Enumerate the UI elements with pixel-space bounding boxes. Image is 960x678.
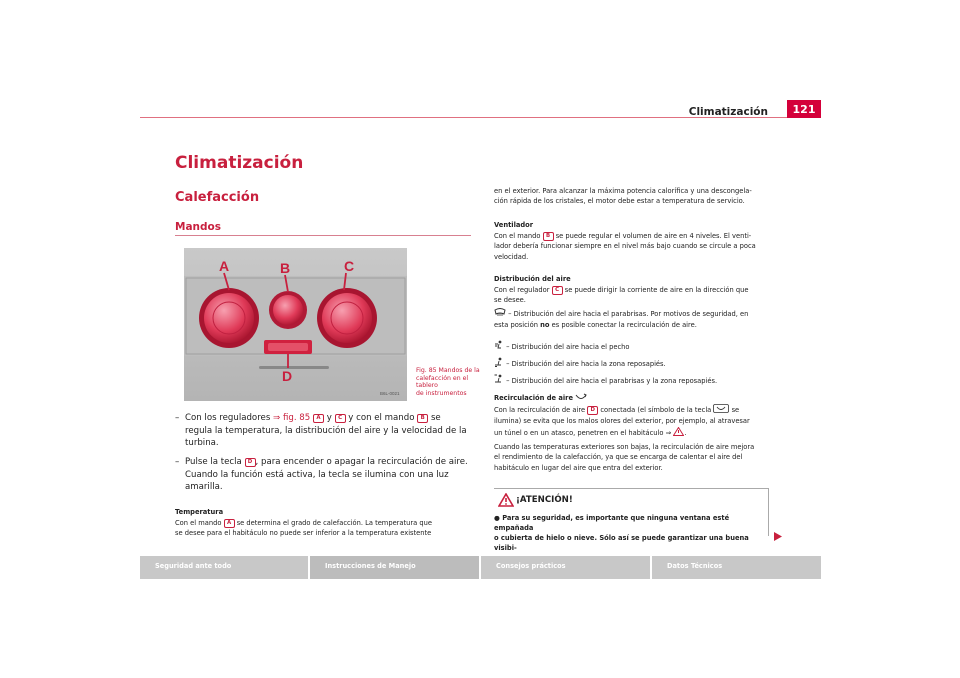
windshield-airflow-icon xyxy=(494,308,506,320)
heating-intro-text: en el exterior. Para alcanzar la máxima potencia calorífica y una descongela- ción rápida de los cristales, el motor debe estar a temperatura de servicio. xyxy=(494,187,752,206)
windshield-footwell-airflow-icon xyxy=(494,374,504,387)
knob-b xyxy=(273,295,303,325)
figure-label-b: B xyxy=(280,260,291,276)
instruction-item-recirculation: – Pulse la tecla D , para encender o apagar la recirculación de aire. Cuando la función está activa, la tecla se ilumina con una luz amarilla. xyxy=(175,457,468,492)
distribucion-footwell: – Distribución del aire hacia la zona reposapiés. xyxy=(494,357,774,370)
subsection-title: Mandos xyxy=(175,221,221,233)
recirculacion-text: Con la recirculación de aire D conectada (el símbolo de la tecla se ilumina) se evita que los malos olores del exterior, por ejemplo, al atravesar un túnel o en un atasco, penetren en el habitáculo ⇒ . xyxy=(494,404,774,439)
footer-tab-datos[interactable]: Datos Técnicos xyxy=(652,556,821,579)
warning-icon xyxy=(498,492,514,511)
instruction-item-controls: – Con los reguladores ⇒ fig. 85 A y C y con el mando B se regula la temperatura, la distribución del aire y la velocidad de la turbina. xyxy=(175,413,467,448)
distribucion-windshield-footwell: – Distribución del aire hacia el parabrisas y la zona reposapiés. xyxy=(494,374,774,387)
chapter-title: Climatización xyxy=(175,153,304,173)
knob-c xyxy=(322,293,372,343)
knob-a xyxy=(204,293,254,343)
distribucion-heading: Distribución del aire xyxy=(494,275,571,283)
figure-caption: Fig. 85 Mandos de la calefacción en el tablero de instrumentos xyxy=(416,367,480,397)
page-number-badge: 121 xyxy=(787,100,821,118)
temperatura-heading: Temperatura xyxy=(175,508,224,516)
warning-triangle-icon xyxy=(673,427,684,439)
ventilador-heading: Ventilador xyxy=(494,221,534,229)
recirculacion-cold-text: Cuando las temperaturas exteriores son bajas, la recirculación de aire mejora el rendimiento de la calefacción, ya que se encarga de calentar el aire del habitáculo en lugar del aire que entra del exterior. xyxy=(494,443,755,472)
temperatura-text: Con el mando A se determina el grado de calefacción. La temperatura que se desee para el habitáculo no puede ser inferior a la temperatura existente xyxy=(175,519,432,538)
footwell-airflow-icon xyxy=(494,357,504,370)
warning-title: ¡ATENCIÓN! xyxy=(516,495,573,505)
recirculation-icon xyxy=(575,393,587,404)
warning-bullet: ● xyxy=(494,514,500,522)
footer-tab-instrucciones[interactable]: Instrucciones de Manejo xyxy=(310,556,479,579)
figure-reference-link[interactable]: ⇒ fig. 85 xyxy=(273,413,311,423)
distribucion-windshield: – Distribución del aire hacia el parabrisas. Por motivos de seguridad, en esta posición no es posible conectar la recirculación de aire. xyxy=(494,310,749,330)
footer-tab-seguridad[interactable]: Seguridad ante todo xyxy=(140,556,308,579)
warning-text: ● Para su seguridad, es importante que ninguna ventana esté empañada o cubierta de hielo o nieve. Sólo así se puede garantizar una buena visibi- xyxy=(494,514,749,552)
distribucion-text: Con el regulador C se puede dirigir la corriente de aire en la dirección que se desee. xyxy=(494,286,749,305)
running-header-title: Climatización xyxy=(688,106,768,118)
distribucion-chest: – Distribución del aire hacia el pecho xyxy=(494,340,774,353)
figure-label-c: C xyxy=(344,258,355,274)
figure-label-d: D xyxy=(282,368,293,384)
ventilador-text: Con el mando B se puede regular el volumen de aire en 4 niveles. El venti- lador debería funcionar siempre en el nivel más bajo cuando se circule a poca velocidad. xyxy=(494,232,756,261)
heater-controls-figure xyxy=(184,248,407,401)
figure-label-a: A xyxy=(219,258,230,274)
warning-box xyxy=(494,488,769,552)
recirculacion-heading: Recirculación de aire xyxy=(494,393,587,404)
continue-arrow-icon xyxy=(774,526,782,545)
figure-image-code: B6L-0021 xyxy=(380,391,400,396)
recirculation-key-icon xyxy=(713,404,729,416)
footer-tab-consejos[interactable]: Consejos prácticos xyxy=(481,556,650,579)
subsection-rule xyxy=(175,235,471,236)
section-title: Calefacción xyxy=(175,190,260,205)
chest-airflow-icon xyxy=(494,340,504,353)
